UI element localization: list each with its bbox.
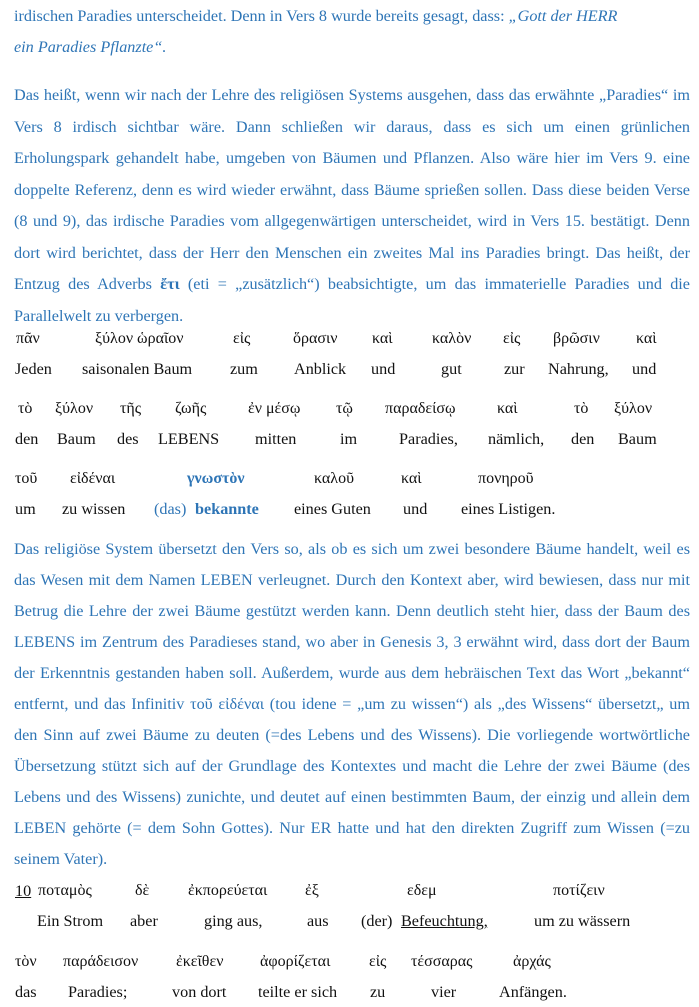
greek-word: εἰς (233, 330, 251, 347)
greek-word: ἐκεῖθεν (176, 953, 224, 970)
german-word: (das) (154, 500, 187, 518)
greek-word: ὅρασιν (293, 330, 338, 347)
greek-word: τέσσαρας (411, 953, 473, 970)
greek-word: ἀρχάς (513, 953, 551, 970)
greek-word: εἰς (369, 953, 387, 970)
german-word: Paradies; (68, 983, 128, 1001)
german-word: eines Guten (294, 500, 371, 518)
german-word-highlighted: bekannte (195, 500, 259, 518)
greek-word: καλοῦ (314, 470, 354, 487)
german-word: vier (431, 983, 457, 1001)
greek-word: καὶ (636, 330, 657, 347)
greek-word: ξύλον ὡραῖον (95, 330, 184, 347)
greek-word: ξύλον (55, 400, 94, 417)
paragraph-1-greek-word: ἔτι (160, 275, 180, 293)
greek-word: τῆς (120, 400, 142, 417)
greek-word: ποταμὸς (38, 882, 92, 899)
german-word: zur (504, 360, 525, 378)
german-word: ging aus, (204, 912, 263, 930)
greek-word: ζωῆς (175, 400, 207, 417)
german-word: saisonalen Baum (82, 360, 193, 378)
german-word: des (117, 430, 139, 448)
german-word: teilte er sich (258, 983, 338, 1001)
german-word: Jeden (15, 360, 52, 378)
greek-word: εἰδέναι (70, 470, 116, 487)
greek-word: καὶ (372, 330, 393, 347)
german-word-underlined: Befeuchtung, (401, 912, 488, 930)
german-word: von dort (172, 983, 227, 1001)
german-word: Nahrung, (548, 360, 609, 378)
german-word: das (15, 983, 37, 1001)
greek-word: ξύλον (614, 400, 653, 417)
greek-word: τὸ (574, 400, 589, 417)
greek-word: ἐξ (305, 882, 319, 899)
german-word: zu wissen (62, 500, 126, 518)
greek-word: ἀφορίζεται (260, 953, 331, 970)
paragraph-2 (14, 534, 690, 875)
greek-word: δὲ (135, 882, 150, 899)
greek-word-highlighted: γνωστὸν (187, 470, 245, 487)
greek-word: ἐν μέσῳ (248, 400, 301, 417)
greek-word: πᾶν (16, 330, 40, 347)
german-word: und (632, 360, 657, 378)
greek-word: παραδείσῳ (385, 400, 456, 417)
paragraph-1-part2: (eti = „zusätzlich“) beabsichtigte, um das immaterielle Paradies und die Parallelwelt zu verbergen. (14, 275, 690, 325)
greek-word: εἰς (503, 330, 521, 347)
greek-word: βρῶσιν (553, 330, 600, 347)
paragraph-2-greek-phrase: τοῦ εἰδέναι (190, 695, 265, 713)
greek-word: ἐκπορεύεται (188, 882, 268, 899)
greek-word: καλὸν (432, 330, 472, 347)
greek-word: τῷ (336, 400, 353, 417)
german-word: und (403, 500, 428, 518)
german-word: gut (441, 360, 462, 378)
german-word: Baum (618, 430, 657, 448)
german-word: LEBENS (158, 430, 220, 448)
greek-word: καὶ (401, 470, 422, 487)
greek-word: τὸ (18, 400, 33, 417)
german-word: aber (130, 912, 158, 930)
top-line-1-text: irdischen Paradies unterscheidet. Denn in Vers 8 wurde bereits gesagt, dass: (14, 7, 509, 25)
german-word: im (340, 430, 358, 448)
greek-word: πονηροῦ (478, 470, 534, 487)
german-word: Anblick (294, 360, 347, 378)
greek-word: τοῦ (15, 470, 38, 487)
german-word: den (571, 430, 595, 448)
german-word: Anfängen. (499, 983, 567, 1001)
german-word: (der) (361, 912, 393, 930)
german-word: mitten (255, 430, 297, 448)
german-word: eines Listigen. (461, 500, 556, 518)
top-line-2-quote: ein Paradies Pflanzte“. (14, 38, 167, 56)
paragraph-1 (14, 80, 690, 332)
greek-word: εδεμ (407, 882, 437, 899)
greek-word: ποτίζειν (553, 882, 605, 899)
verse-number: 10 (15, 882, 32, 900)
paragraph-2-part2: (tou idene = „um zu wissen“) als „des Wissens“ übersetzt„ um den Sinn auf zwei Bäume zu deuten (=des Lebens und des Wissens). Die vorliegende wortwörtliche Übersetzung stützt sich auf der Grundlage des Kontextes und macht die Lehre der zwei Bäume (des Lebens und des Wissens) zunichte, und deutet auf einen bestimmten Baum, der einzig und allein dem LEBEN gehörte (= dem Sohn Gottes). Nur ER hatte und hat den direkten Zugriff zum Wissen (=zu seinem Vater). (14, 695, 690, 868)
paragraph-1-part1: Das heißt, wenn wir nach der Lehre des religiösen Systems ausgehen, dass das erwähnte „Paradies“ im Vers 8 irdisch sichtbar wäre. Dann schließen wir daraus, dass es sich um einen grünlichen Erholungspark gehandelt habe, umgeben von Bäumen und Pflanzen. Also wäre hier im Vers 9. eine doppelte Referenz, denn es wird wieder erwähnt, dass Bäume sprießen sollen. Dass diese beiden Verse (8 und 9), das irdische Paradies vom allgegenwärtigen unterscheidet, wird in Vers 15. bestätigt. Denn dort wird berichtet, dass der Herr den Menschen ein zweites Mal ins Paradies bringt. Das heißt, der Entzug des Adverbs (14, 86, 690, 293)
german-word: nämlich, (488, 430, 545, 448)
german-word: Baum (57, 430, 96, 448)
greek-word: καὶ (497, 400, 518, 417)
german-word: zum (230, 360, 258, 378)
german-word: um zu wässern (534, 912, 631, 930)
paragraph-2-part1: Das religiöse System übersetzt den Vers so, als ob es sich um zwei besondere Bäume handelt, weil es das Wesen mit dem Namen LEBEN verleugnet. Durch den Kontext aber, wird bewiesen, dass nur mit Betrug die Lehre der zwei Bäume gestützt werden kann. Denn deutlich steht hier, dass der Baum des LEBENS im Zentrum des Paradieses stand, wo aber in Genesis 3, 3 erwähnt wird, dass dort der Baum der Erkenntnis gestanden haben soll. Außerdem, wurde aus dem hebräischen Text das Wort „bekannt“ entfernt, und das Infinitiv (14, 540, 690, 713)
german-word: aus (307, 912, 329, 930)
greek-word: τὸν (15, 953, 37, 970)
greek-word: παράδεισον (63, 953, 139, 970)
top-line-1-quote: „Gott der HERR (508, 7, 618, 25)
top-line-1 (14, 5, 690, 27)
german-word: den (15, 430, 39, 448)
german-word: um (15, 500, 36, 518)
top-line-2 (14, 36, 690, 58)
german-word: Paradies, (399, 430, 458, 448)
german-word: Ein Strom (37, 912, 104, 930)
german-word: zu (370, 983, 386, 1001)
german-word: und (371, 360, 396, 378)
